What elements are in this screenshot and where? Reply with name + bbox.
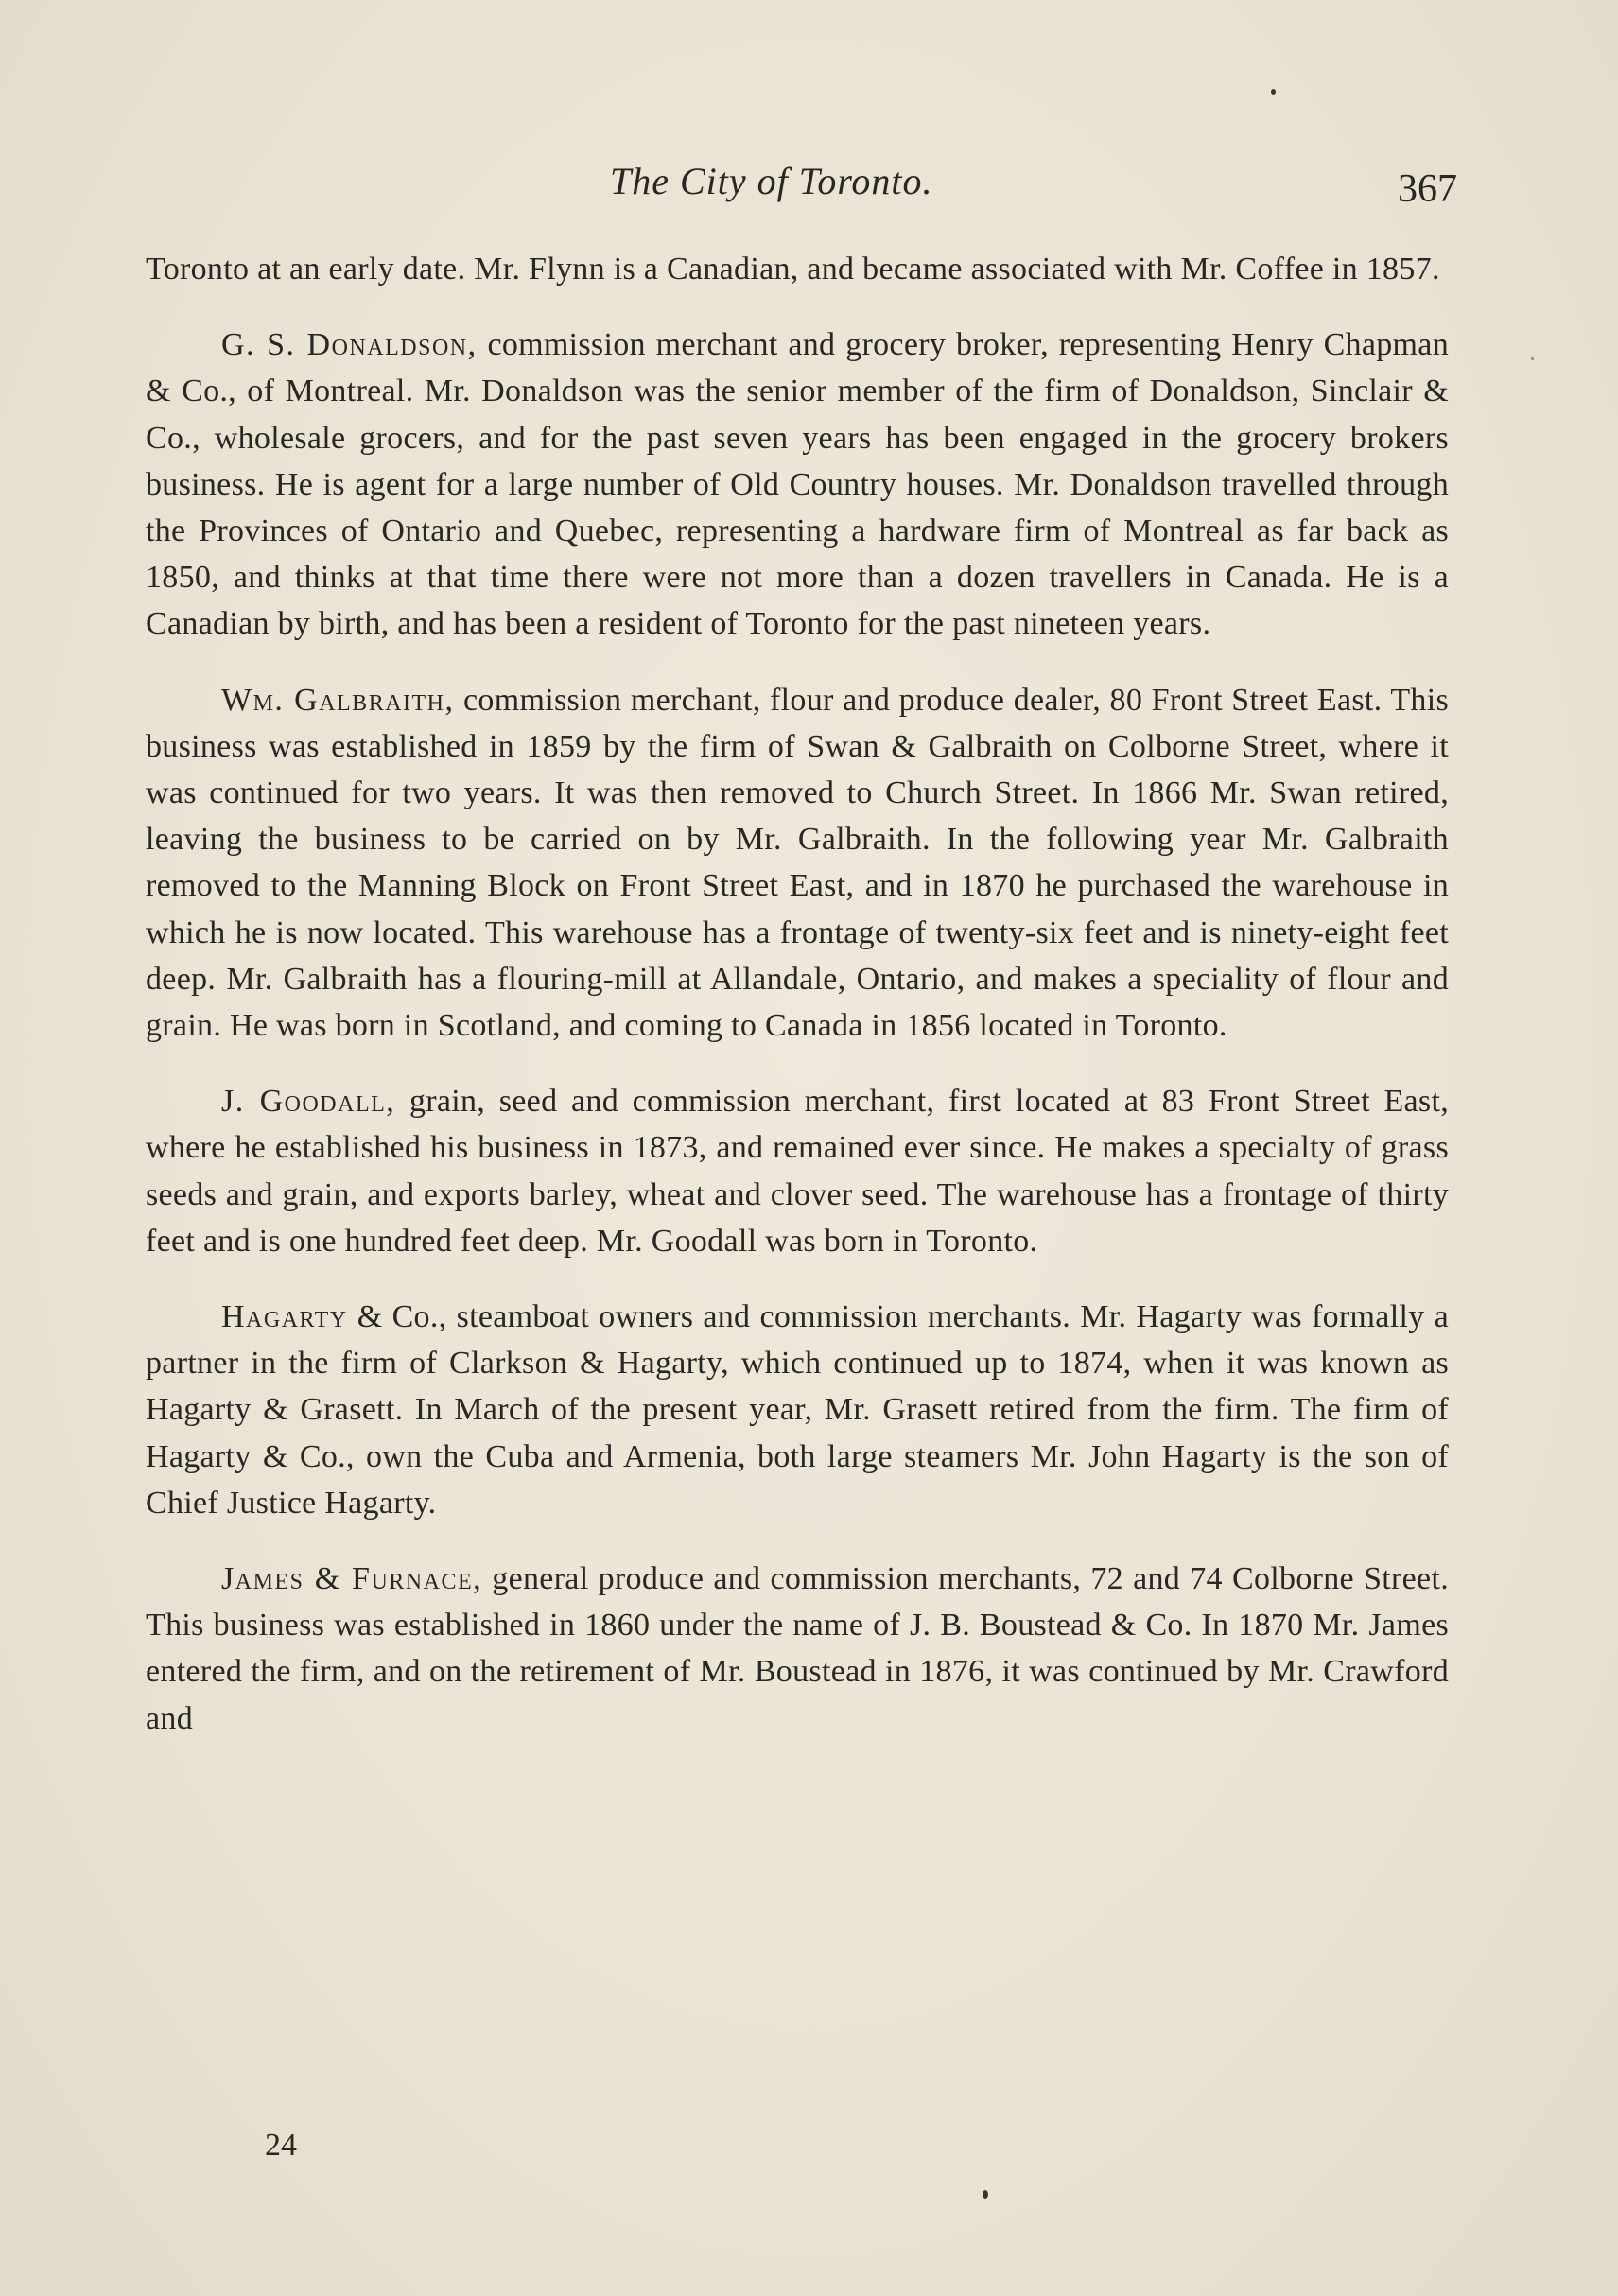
paragraph-donaldson — [146, 322, 1449, 647]
running-head — [0, 159, 1618, 216]
running-title: The City of Toronto. — [610, 160, 933, 202]
paragraph-text: general produce and commission merchants, 72 and 74 Colborne Street. This business was established in 1860 under the name of J. B. Boustead & Co. In 1870 Mr. James entered the firm, and on the retirement of Mr. Boustead in 1876, it was continued by Mr. Crawford and — [146, 1561, 1449, 1736]
ink-speck — [1271, 89, 1276, 95]
entry-name: Hagarty — [221, 1299, 348, 1335]
paragraph-goodall — [146, 1078, 1449, 1264]
entry-name: J. Goodall, — [221, 1084, 396, 1120]
paragraph-james-furnace — [146, 1556, 1449, 1742]
paragraph-hagarty — [146, 1294, 1449, 1526]
paragraph-text: commission merchant, flour and produce dealer, 80 Front Street East. This business was established in 1859 by the firm of Swan & Galbraith on Colborne Street, where it was continued for two years. It was then removed to Church Street. In 1866 Mr. Swan retired, leaving the business to be carried on by Mr. Galbraith. In the following year Mr. Galbraith removed to the Manning Block on Front Street East, and in 1870 he purchased the warehouse in which he is now located. This warehouse has a frontage of twenty-six feet and is ninety-eight feet deep. Mr. Galbraith has a flouring-mill at Allandale, Ontario, and makes a speciality of flour and grain. He was born in Scotland, and coming to Canada in 1856 located in Toronto. — [146, 682, 1449, 1044]
entry-name: G. S. Donaldson, — [221, 327, 478, 363]
paragraph-galbraith — [146, 677, 1449, 1050]
body-text — [146, 246, 1449, 1742]
paragraph-text: grain, seed and commission merchant, first located at 83 Front Street East, where he established his business in 1873, and remained ever since. He makes a specialty of grass seeds and grain, and exports barley, wheat and clover seed. The warehouse has a frontage of thirty feet and is one hundred feet deep. Mr. Goodall was born in Toronto. — [146, 1084, 1450, 1259]
signature-mark: 24 — [265, 2128, 297, 2163]
ink-speck — [983, 2190, 988, 2199]
paragraph-text: Toronto at an early date. Mr. Flynn is a Canadian, and became associated with Mr. Coffee in 1857. — [146, 252, 1440, 287]
paragraph-text: commission merchant and grocery broker, representing Henry Chapman & Co., of Montreal. Mr. Donaldson was the senior member of the firm of Donaldson, Sinclair & Co., wholesale grocers, and for the past seven years has been engaged in the grocery brokers business. He is agent for a large number of Old Country houses. Mr. Donaldson travelled through the Provinces of Ontario and Quebec, representing a hardware firm of Montreal as far back as 1850, and thinks at that time there were not more than a dozen travellers in Canada. He is a Canadian by birth, and has been a resident of Toronto for the past nineteen years. — [146, 327, 1449, 642]
entry-name: James & Furnace, — [221, 1561, 483, 1597]
page-number: 367 — [1398, 167, 1457, 211]
entry-name: Wm. Galbraith, — [221, 682, 455, 718]
paragraph-text: & Co., steamboat owners and commission merchants. Mr. Hagarty was formally a partner in the firm of Clarkson & Hagarty, which continued up to 1874, when it was known as Hagarty & Grasett. In March of the present year, Mr. Grasett retired from the firm. The firm of Hagarty & Co., own the Cuba and Armenia, both large steamers Mr. John Hagarty is the son of Chief Justice Hagarty. — [146, 1299, 1449, 1521]
paragraph-flynn — [146, 246, 1449, 292]
ink-speck — [1531, 357, 1534, 360]
